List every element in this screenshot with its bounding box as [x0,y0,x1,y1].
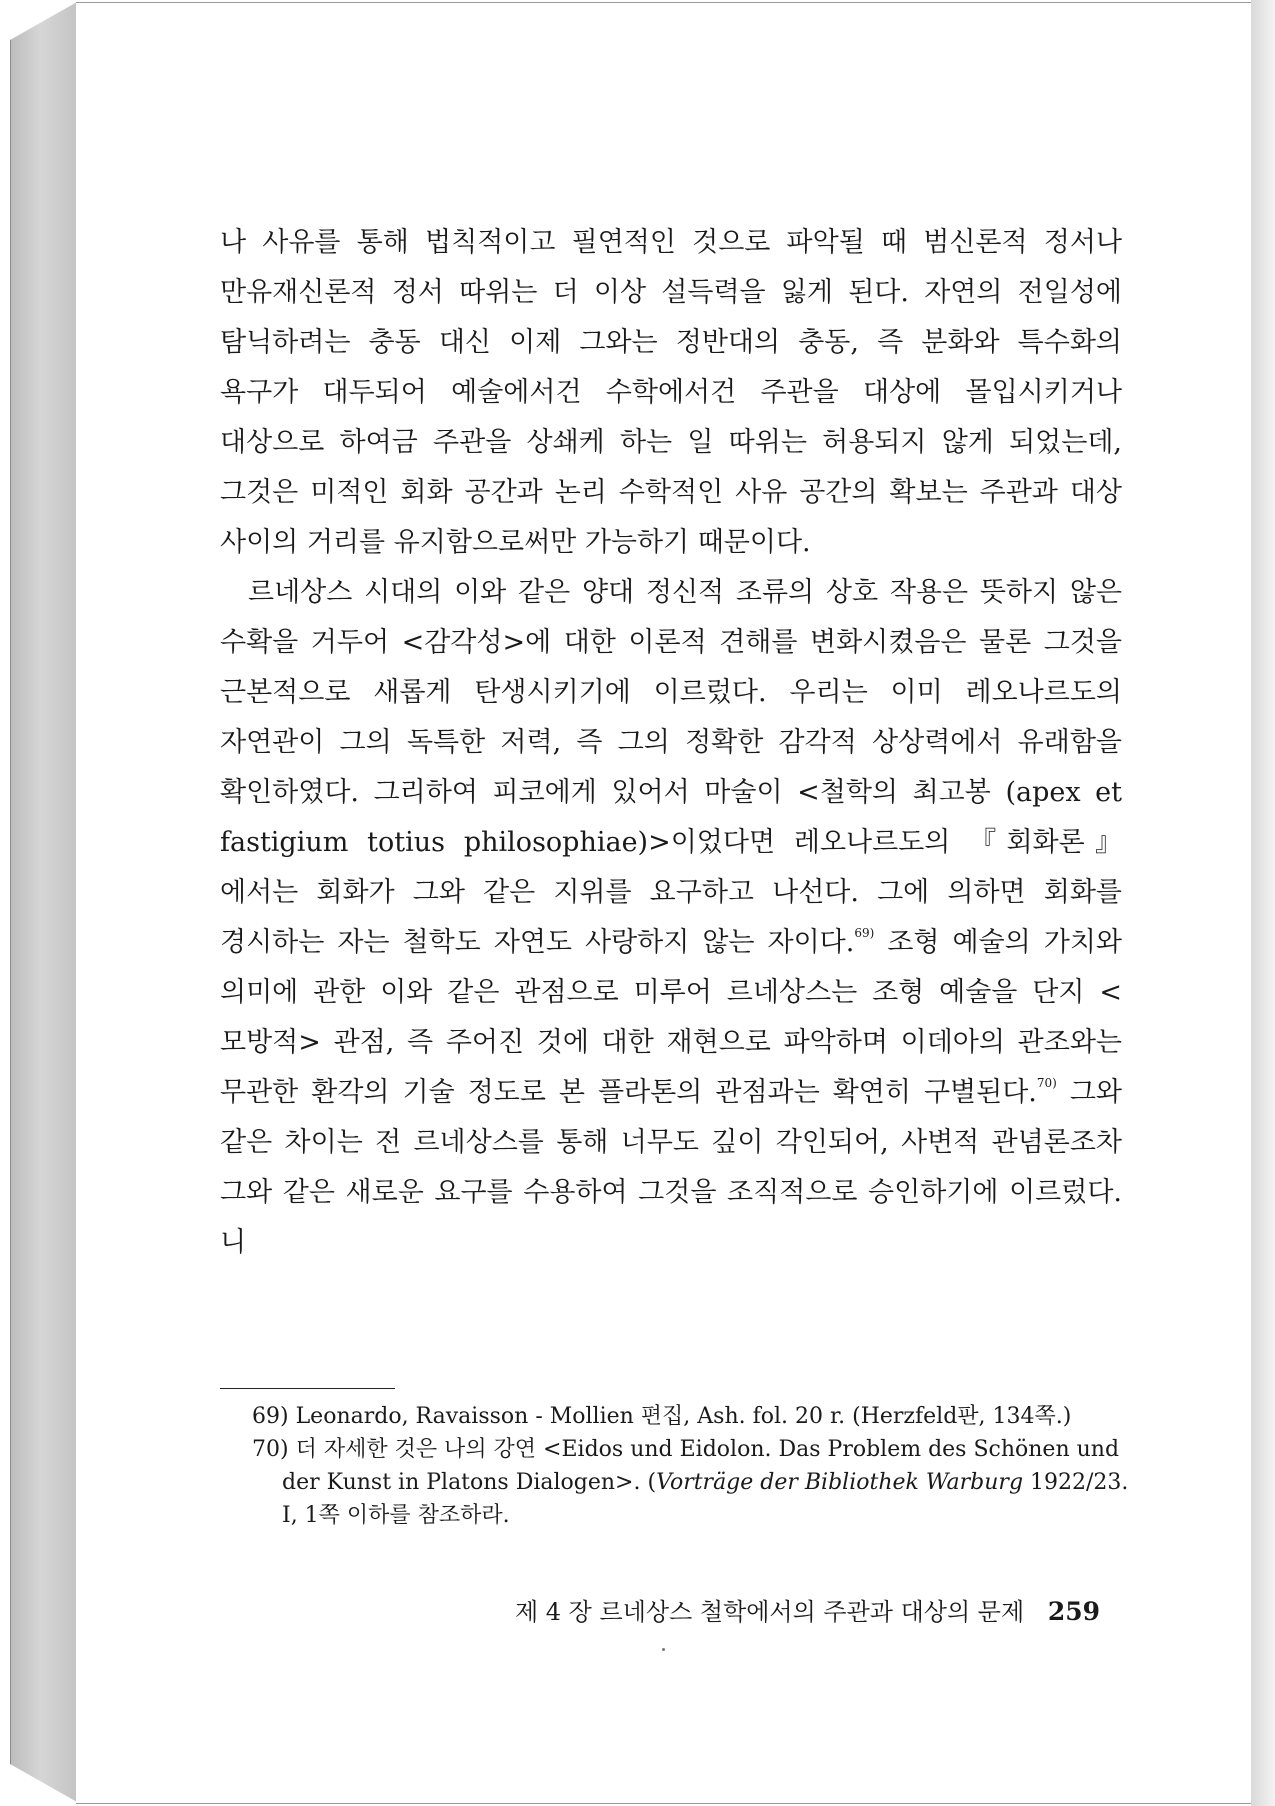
footnote-70 [252,1433,1130,1532]
footnote-ref-69[interactable]: 69) [854,926,875,940]
paragraph-2 [220,568,1122,1268]
running-footer [480,1592,1100,1632]
paragraph-2-part-3: 그와 같은 차이는 전 르네상스를 통해 너무도 깊이 각인되어, 사변적 관념론조차 그와 같은 새로운 요구를 수용하여 그것을 조직적으로 승인하기에 이르렀다. 니 [220,1077,1122,1258]
page-speck [662,1648,665,1651]
page-number: 259 [1047,1597,1100,1626]
paragraph-1: 나 사유를 통해 법칙적이고 필연적인 것으로 파악될 때 범신론적 정서나 만유재신론적 정서 따위는 더 이상 설득력을 잃게 된다. 자연의 전일성에 탐닉하려는 충동 대신 이제 그와는 정반대의 충동, 즉 분화와 특수화의 욕구가 대두되어 예술에서건 수학에서건 주관을 대상에 몰입시키거나 대상으로 하여금 주관을 상쇄케 하는 일 따위는 허용되지 않게 되었는데, 그것은 미적인 회화 공간과 논리 수학적인 사유 공간의 확보는 주관과 대상 사이의 거리를 유지함으로써만 가능하기 때문이다. [220,227,1122,558]
body-text [220,218,1122,1268]
paragraph-2-part-2: 조형 예술의 가치와 의미에 관한 이와 같은 관점으로 미루어 르네상스는 조형 예술을 단지 <모방적> 관점, 즉 주어진 것에 대한 재현으로 파악하며 이데아의 관조와는 무관한 환각의 기술 정도로 본 플라톤의 관점과는 확연히 구별된다. [220,927,1122,1108]
page-edge-shadow [1251,0,1275,1806]
footnote-69: 69) Leonardo, Ravaisson - Mollien 편집, Ash. fol. 20 r. (Herzfeld판, 134쪽.) [252,1404,1072,1429]
footnote-70-text-before: 70) 더 자세한 것은 나의 강연 <Eidos und Eidolon. Das Problem des Schönen und der Kunst in Platons Dialogen>. ( [252,1437,1120,1495]
footnote-ref-70[interactable]: 70) [1036,1076,1057,1090]
footnotes [252,1400,1130,1532]
book-spine [10,2,77,1802]
chapter-label: 제 4 장 [514,1598,592,1626]
footnote-70-text-after: 1922/23. I, 1쪽 이하를 참조하라. [282,1470,1129,1528]
footnote-divider [220,1388,395,1389]
paragraph-2-part-1: 르네상스 시대의 이와 같은 양대 정신적 조류의 상호 작용은 뜻하지 않은 수확을 거두어 <감각성>에 대한 이론적 견해를 변화시켰음은 물론 그것을 근본적으로 새롭게 탄생시키기에 이르렀다. 우리는 이미 레오나르도의 자연관이 그의 독특한 저력, 즉 그의 정확한 감각적 상상력에서 유래함을 확인하였다. 그리하여 피코에게 있어서 마술이 <철학의 최고봉 (apex et fastigium totius philosophiae)>이었다면 레오나르도의 『회화론』에서는 회화가 그와 같은 지위를 요구하고 나선다. 그에 의하면 회화를 경시하는 자는 철학도 자연도 사랑하지 않는 자이다. [220,577,1122,958]
chapter-title: 르네상스 철학에서의 주관과 대상의 문제 [599,1598,1025,1626]
footnote-70-italic-title: Vorträge der Bibliothek Warburg [656,1470,1024,1495]
